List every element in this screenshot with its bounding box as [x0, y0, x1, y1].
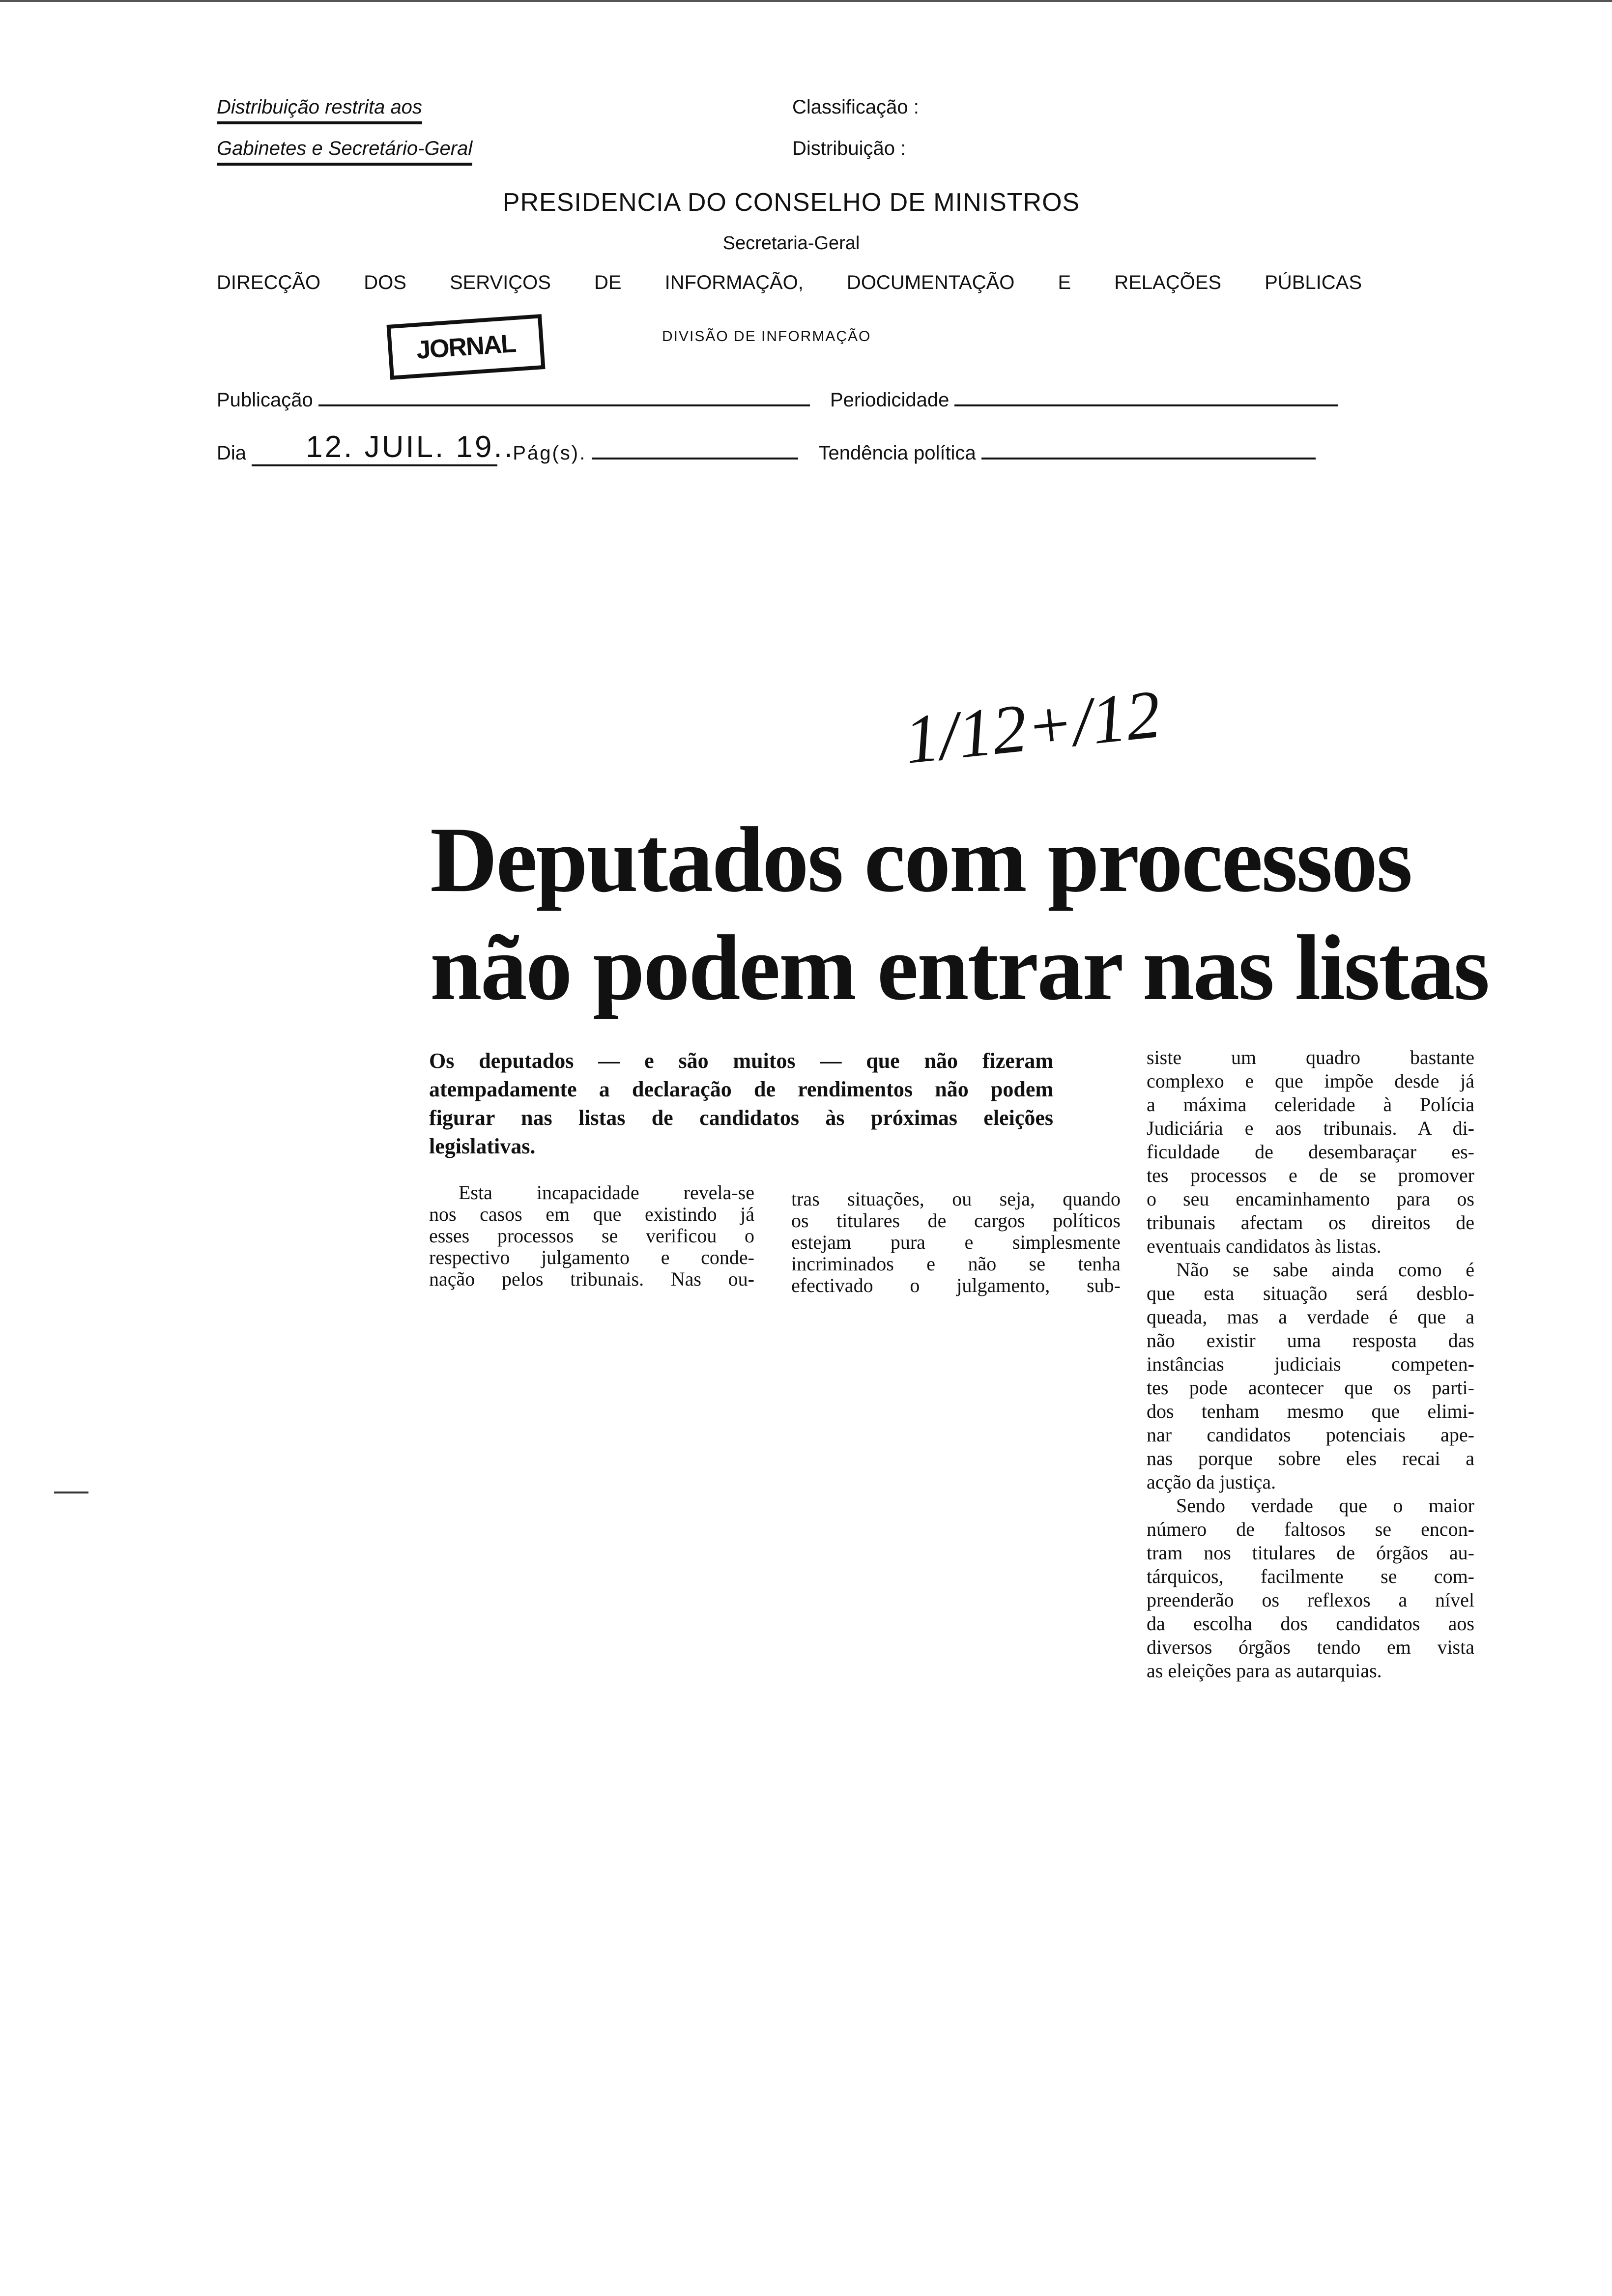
periodicity-field: [954, 404, 1338, 406]
text-line: tribunais afectam os direitos de: [1147, 1211, 1474, 1234]
lead-line: figurar nas listas de candidatos às próximas eleições: [429, 1106, 1053, 1130]
handwritten-note: 1/12+/12: [901, 676, 1164, 778]
text-line: queada, mas a verdade é que a: [1147, 1306, 1474, 1328]
text-line: que esta situação será desblo-: [1147, 1282, 1474, 1304]
text-line: nar candidatos potenciais ape-: [1147, 1424, 1474, 1446]
lead-line: legislativas.: [429, 1134, 536, 1158]
text-line: tárquicos, facilmente se com-: [1147, 1565, 1474, 1587]
text-line: efectivado o julgamento, sub-: [791, 1274, 1121, 1296]
text-line: eventuais candidatos às listas.: [1147, 1235, 1382, 1257]
text-line: a máxima celeridade à Polícia: [1147, 1093, 1474, 1116]
text-line: acção da justiça.: [1147, 1471, 1276, 1493]
secretariat-title: Secretaria-Geral: [722, 233, 860, 254]
text-line: os titulares de cargos políticos: [791, 1209, 1121, 1232]
day-value: 12. JUIL. 19..: [306, 430, 515, 464]
text-line: tram nos titulares de órgãos au-: [1147, 1542, 1474, 1564]
directorate-title: DIRECÇÃO DOS SERVIÇOS DE INFORMAÇÃO, DOCUMENTAÇÃO E RELAÇÕES PÚBLICAS: [217, 272, 1362, 293]
article-column-1: [429, 1182, 754, 1290]
text-line: preenderão os reflexos a nível: [1147, 1589, 1474, 1611]
pages-field: [592, 458, 798, 459]
day-row: [217, 430, 1316, 466]
distribution-restriction-line1: Distribuição restrita aos: [217, 96, 422, 124]
article-column-3: [1147, 1046, 1474, 1683]
text-line: diversos órgãos tendo em vista: [1147, 1636, 1474, 1658]
text-line: respectivo julgamento e conde-: [429, 1246, 754, 1268]
political-tendency-label: Tendência política: [818, 442, 976, 464]
division-title: DIVISÃO DE INFORMAÇÃO: [662, 328, 871, 344]
text-line: Judiciária e aos tribunais. A di-: [1147, 1117, 1474, 1139]
lead-line: atempadamente a declaração de rendimentos não podem: [429, 1077, 1053, 1101]
text-line: o seu encaminhamento para os: [1147, 1188, 1474, 1210]
newspaper-stamp: JORNAL: [386, 314, 545, 380]
presidency-title: PRESIDENCIA DO CONSELHO DE MINISTROS: [502, 188, 1080, 217]
text-line: estejam pura e simplesmente: [791, 1231, 1121, 1253]
text-line: esses processos se verificou o: [429, 1225, 754, 1247]
text-line: siste um quadro bastante: [1147, 1046, 1474, 1068]
text-line: dos tenham mesmo que elimi-: [1147, 1400, 1474, 1422]
text-line: nação pelos tribunais. Nas ou-: [429, 1268, 754, 1290]
text-line: instâncias judiciais competen-: [1147, 1353, 1474, 1375]
text-line: tras situações, ou seja, quando: [791, 1188, 1121, 1210]
distribution-label: Distribuição :: [792, 138, 906, 159]
scan-edge-top: [0, 0, 1612, 2]
day-field: [252, 430, 515, 466]
text-line: da escolha dos candidatos aos: [1147, 1612, 1474, 1635]
publication-label: Publicação: [217, 389, 313, 411]
headline-line2: não podem entrar nas listas: [430, 917, 1489, 1020]
publication-field: [318, 404, 810, 406]
scan-mark: [54, 1492, 88, 1493]
pages-label: Pág(s).: [513, 442, 587, 464]
article-column-2: [791, 1188, 1121, 1296]
headline-line1: Deputados com processos: [430, 808, 1411, 912]
text-line: não existir uma resposta das: [1147, 1329, 1474, 1351]
periodicity-label: Periodicidade: [830, 389, 950, 411]
text-line: nos casos em que existindo já: [429, 1203, 754, 1225]
text-line: Não se sabe ainda como é: [1176, 1259, 1474, 1281]
text-line: complexo e que impõe desde já: [1147, 1070, 1474, 1092]
text-line: Esta incapacidade revela-se: [459, 1181, 754, 1204]
text-line: incriminados e não se tenha: [791, 1253, 1121, 1275]
text-line: número de faltosos se encon-: [1147, 1518, 1474, 1540]
day-label: Dia: [217, 442, 247, 464]
distribution-restriction-line2: Gabinetes e Secretário-Geral: [217, 138, 472, 166]
text-line: as eleições para as autarquias.: [1147, 1660, 1382, 1682]
text-line: tes pode acontecer que os parti-: [1147, 1377, 1474, 1399]
text-line: Sendo verdade que o maior: [1176, 1494, 1474, 1517]
text-line: ficuldade de desembaraçar es-: [1147, 1141, 1474, 1163]
text-line: nas porque sobre eles recai a: [1147, 1447, 1474, 1469]
lead-line: Os deputados — e são muitos — que não fizeram: [429, 1049, 1053, 1073]
classification-label: Classificação :: [792, 96, 919, 118]
article-lead: [429, 1047, 1053, 1161]
text-line: tes processos e de se promover: [1147, 1164, 1474, 1186]
publication-row: [217, 389, 1338, 411]
political-tendency-field: [981, 458, 1316, 459]
